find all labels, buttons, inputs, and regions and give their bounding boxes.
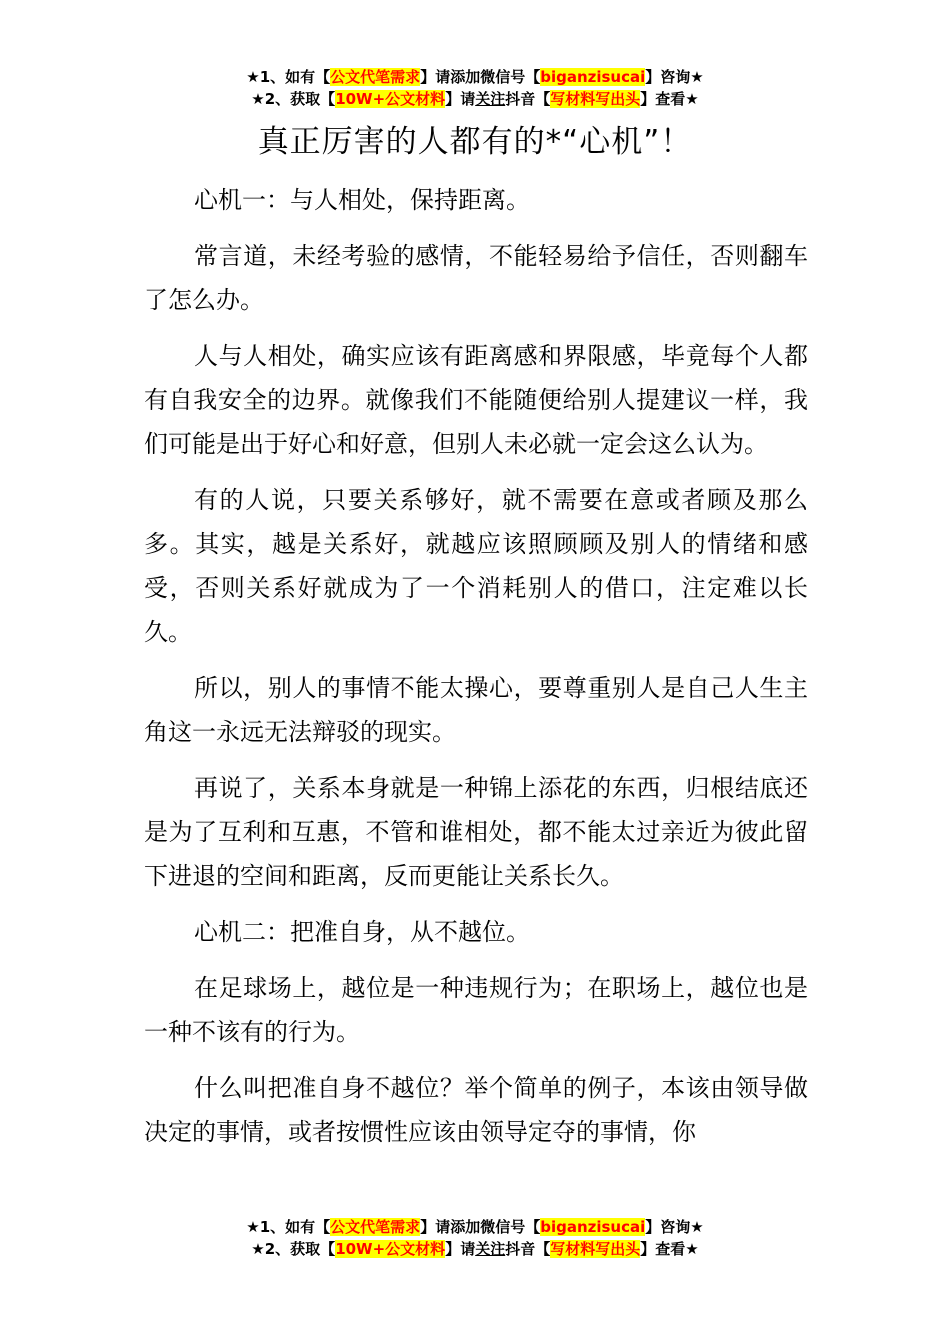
paragraph: 常言道，未经考验的感情，不能轻易给予信任，否则翻车了怎么办。 — [144, 242, 808, 314]
banner-highlight: 10W+公文材料 — [335, 90, 446, 108]
header-banner — [0, 66, 950, 110]
banner-highlight-douyin-account: 写材料写出头 — [550, 1240, 641, 1258]
paragraph: 所以，别人的事情不能太操心，要尊重别人是自己人生主角这一永远无法辩驳的现实。 — [144, 674, 808, 746]
header-banner-line-1 — [0, 66, 950, 88]
footer-banner — [0, 1216, 950, 1260]
banner-underlined-text: 关注 — [475, 1240, 506, 1258]
banner-text: 抖音【 — [505, 1240, 551, 1258]
banner-text: ★1、如有【 — [246, 68, 331, 86]
document-body — [144, 178, 808, 1166]
banner-highlight: 10W+公文材料 — [335, 1240, 446, 1258]
footer-banner-line-2 — [0, 1238, 950, 1260]
banner-highlight-douyin-account: 写材料写出头 — [550, 90, 641, 108]
banner-text: ★2、获取【 — [251, 90, 336, 108]
section-heading: 心机二：把准自身，从不越位。 — [194, 918, 530, 946]
banner-text: 抖音【 — [505, 90, 551, 108]
banner-underlined-text: 关注 — [475, 90, 506, 108]
banner-text: 】查看★ — [640, 90, 699, 108]
section-heading: 心机一：与人相处，保持距离。 — [194, 186, 530, 214]
banner-text: 】咨询★ — [645, 1218, 704, 1236]
banner-text: 】咨询★ — [645, 68, 704, 86]
banner-text: ★2、获取【 — [251, 1240, 336, 1258]
paragraph: 在足球场上，越位是一种违规行为；在职场上，越位也是一种不该有的行为。 — [144, 974, 808, 1046]
paragraph: 人与人相处，确实应该有距离感和界限感，毕竟每个人都有自我安全的边界。就像我们不能随便给别人提建议一样，我们可能是出于好心和好意，但别人未必就一定会这么认为。 — [144, 342, 808, 458]
banner-text: ★1、如有【 — [246, 1218, 331, 1236]
paragraph: 有的人说，只要关系够好，就不需要在意或者顾及那么多。其实，越是关系好，就越应该照顾顾及别人的情绪和感受，否则关系好就成为了一个消耗别人的借口，注定难以长久。 — [144, 486, 808, 646]
banner-text: 】查看★ — [640, 1240, 699, 1258]
header-banner-line-2 — [0, 88, 950, 110]
paragraph: 什么叫把准自身不越位？举个简单的例子，本该由领导做决定的事情，或者按惯性应该由领导定夺的事情，你 — [144, 1074, 808, 1146]
banner-text: 】请添加微信号【 — [420, 1218, 541, 1236]
document-title: 真正厉害的人都有的*“心机”！ — [257, 124, 693, 160]
banner-text: 】请 — [445, 1240, 476, 1258]
banner-highlight: 公文代笔需求 — [330, 68, 421, 86]
banner-highlight-wechat-id: biganzisucai — [540, 68, 646, 86]
banner-text: 】请添加微信号【 — [420, 68, 541, 86]
banner-text: 】请 — [445, 90, 476, 108]
footer-banner-line-1 — [0, 1216, 950, 1238]
banner-highlight-wechat-id: biganzisucai — [540, 1218, 646, 1236]
banner-highlight: 公文代笔需求 — [330, 1218, 421, 1236]
paragraph: 再说了，关系本身就是一种锦上添花的东西，归根结底还是为了互利和互惠，不管和谁相处，都不能太过亲近为彼此留下进退的空间和距离，反而更能让关系长久。 — [144, 774, 808, 890]
